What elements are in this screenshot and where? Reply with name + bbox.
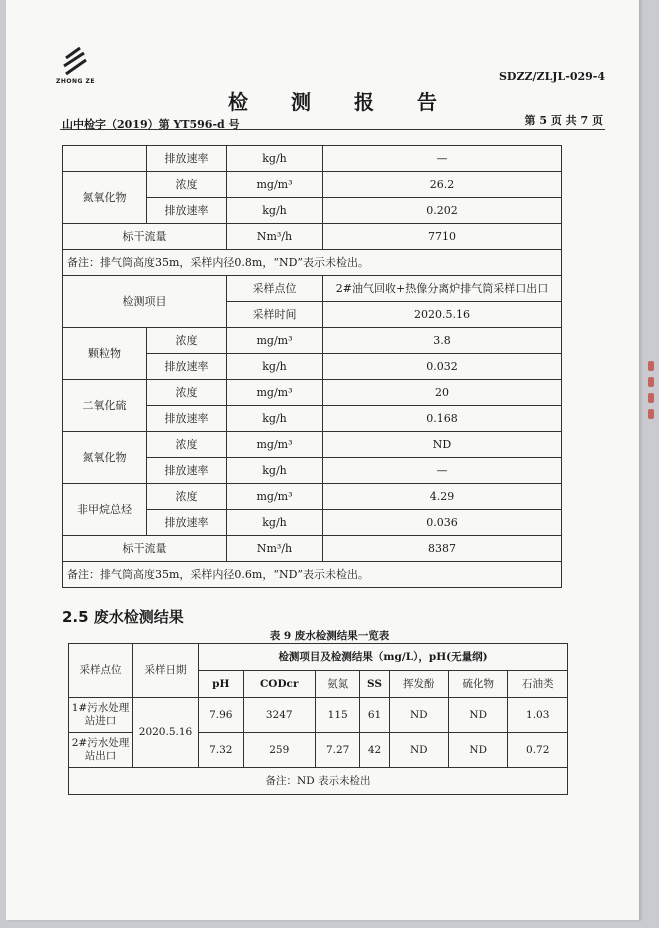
wastewater-results-table	[68, 643, 568, 795]
table-row	[63, 276, 562, 302]
logo-text: ZHONG ZE	[56, 78, 95, 85]
table-row	[63, 328, 562, 354]
page-number: 第 5 页 共 7 页	[524, 114, 603, 127]
param-header: 石油类	[508, 671, 568, 698]
table-row	[63, 484, 562, 510]
value-cell: 3.8	[323, 328, 562, 354]
table-row	[63, 562, 562, 588]
page-title: 检 测 报 告	[228, 90, 455, 114]
value-cell: 7.32	[199, 733, 244, 768]
table-row	[63, 380, 562, 406]
unit-cell: kg/h	[227, 198, 323, 224]
value-cell: 7710	[323, 224, 562, 250]
value-cell: —	[323, 146, 562, 172]
value-cell: 1.03	[508, 698, 568, 733]
param-header: pH	[199, 671, 244, 698]
unit-cell: kg/h	[227, 458, 323, 484]
unit-cell: kg/h	[227, 510, 323, 536]
sub-cell: 浓度	[147, 172, 227, 198]
value-cell: 61	[360, 698, 389, 733]
sub-cell: 浓度	[147, 432, 227, 458]
sub-cell: 排放速率	[147, 354, 227, 380]
value-cell: 7.27	[315, 733, 360, 768]
value-cell: 3247	[243, 698, 315, 733]
value-cell: 0.036	[323, 510, 562, 536]
unit-cell: kg/h	[227, 354, 323, 380]
table-row	[63, 172, 562, 198]
param-header: SS	[360, 671, 389, 698]
document-code: SDZZ/ZLJL-029-4	[498, 70, 605, 83]
sub-cell: 排放速率	[147, 458, 227, 484]
sub-cell: 排放速率	[147, 406, 227, 432]
param-cell: 非甲烷总烃	[63, 484, 147, 536]
value-cell: 8387	[323, 536, 562, 562]
report-number: 山中检字（2019）第 YT596-d 号	[62, 118, 240, 131]
table-row	[63, 432, 562, 458]
item-header: 检测项目	[63, 276, 227, 328]
value-cell: ND	[449, 733, 508, 768]
time-header: 采样时间	[227, 302, 323, 328]
value-cell: ND	[449, 698, 508, 733]
table-note: 备注：排气筒高度35m，采样内径0.6m，“ND”表示未检出。	[63, 562, 562, 588]
sub-cell: 排放速率	[147, 198, 227, 224]
unit-cell: mg/m³	[227, 328, 323, 354]
value-cell: ND	[389, 733, 448, 768]
point-cell: 1#污水处理站进口	[69, 698, 133, 733]
value-cell: 42	[360, 733, 389, 768]
unit-cell: mg/m³	[227, 172, 323, 198]
sub-cell: 浓度	[147, 380, 227, 406]
param-cell: 氮氧化物	[63, 432, 147, 484]
value-cell: ND	[389, 698, 448, 733]
table-note: 备注：排气筒高度35m，采样内径0.8m，“ND”表示未检出。	[63, 250, 562, 276]
value-cell: 0.168	[323, 406, 562, 432]
table-row	[69, 698, 568, 733]
value-cell: 4.29	[323, 484, 562, 510]
value-cell: 0.202	[323, 198, 562, 224]
unit-cell: mg/m³	[227, 432, 323, 458]
value-cell: 115	[315, 698, 360, 733]
table-note: 备注：ND 表示未检出	[69, 768, 568, 795]
value-cell: 26.2	[323, 172, 562, 198]
unit-cell: kg/h	[227, 406, 323, 432]
unit-cell: mg/m³	[227, 484, 323, 510]
value-cell: 259	[243, 733, 315, 768]
param-header: 氨氮	[315, 671, 360, 698]
unit-cell: kg/h	[227, 146, 323, 172]
param-cell: 二氧化硫	[63, 380, 147, 432]
col-header-group: 检测项目及检测结果（mg/L），pH(无量纲)	[199, 644, 568, 671]
table-row	[63, 224, 562, 250]
param-header: 挥发酚	[389, 671, 448, 698]
table-row	[63, 536, 562, 562]
value-cell: 7.96	[199, 698, 244, 733]
flow-label: 标干流量	[63, 536, 227, 562]
param-cell: 氮氧化物	[63, 172, 147, 224]
param-cell	[63, 146, 147, 172]
point-value: 2#油气回收+热像分离炉排气筒采样口出口	[323, 276, 562, 302]
date-cell: 2020.5.16	[133, 698, 199, 768]
table-row	[63, 250, 562, 276]
table-caption: 表 9 废水检测结果一览表	[269, 630, 390, 642]
sub-cell: 浓度	[147, 484, 227, 510]
value-cell: ND	[323, 432, 562, 458]
unit-cell: Nm³/h	[227, 536, 323, 562]
col-header-point: 采样点位	[69, 644, 133, 698]
point-header: 采样点位	[227, 276, 323, 302]
sub-cell: 排放速率	[147, 510, 227, 536]
value-cell: 0.032	[323, 354, 562, 380]
table-row	[63, 146, 562, 172]
flow-label: 标干流量	[63, 224, 227, 250]
value-cell: —	[323, 458, 562, 484]
table-row	[69, 768, 568, 795]
param-header: 硫化物	[449, 671, 508, 698]
exhaust-results-table	[62, 145, 562, 588]
param-header: CODcr	[243, 671, 315, 698]
header-divider	[60, 129, 605, 130]
sub-cell: 排放速率	[147, 146, 227, 172]
value-cell: 20	[323, 380, 562, 406]
table-row	[69, 644, 568, 671]
point-cell: 2#污水处理站出口	[69, 733, 133, 768]
section-heading: 2.5 废水检测结果	[62, 608, 184, 626]
unit-cell: Nm³/h	[227, 224, 323, 250]
value-cell: 0.72	[508, 733, 568, 768]
col-header-date: 采样日期	[133, 644, 199, 698]
unit-cell: mg/m³	[227, 380, 323, 406]
param-cell: 颗粒物	[63, 328, 147, 380]
seal-stamp-fragment	[643, 355, 657, 465]
sub-cell: 浓度	[147, 328, 227, 354]
time-value: 2020.5.16	[323, 302, 562, 328]
